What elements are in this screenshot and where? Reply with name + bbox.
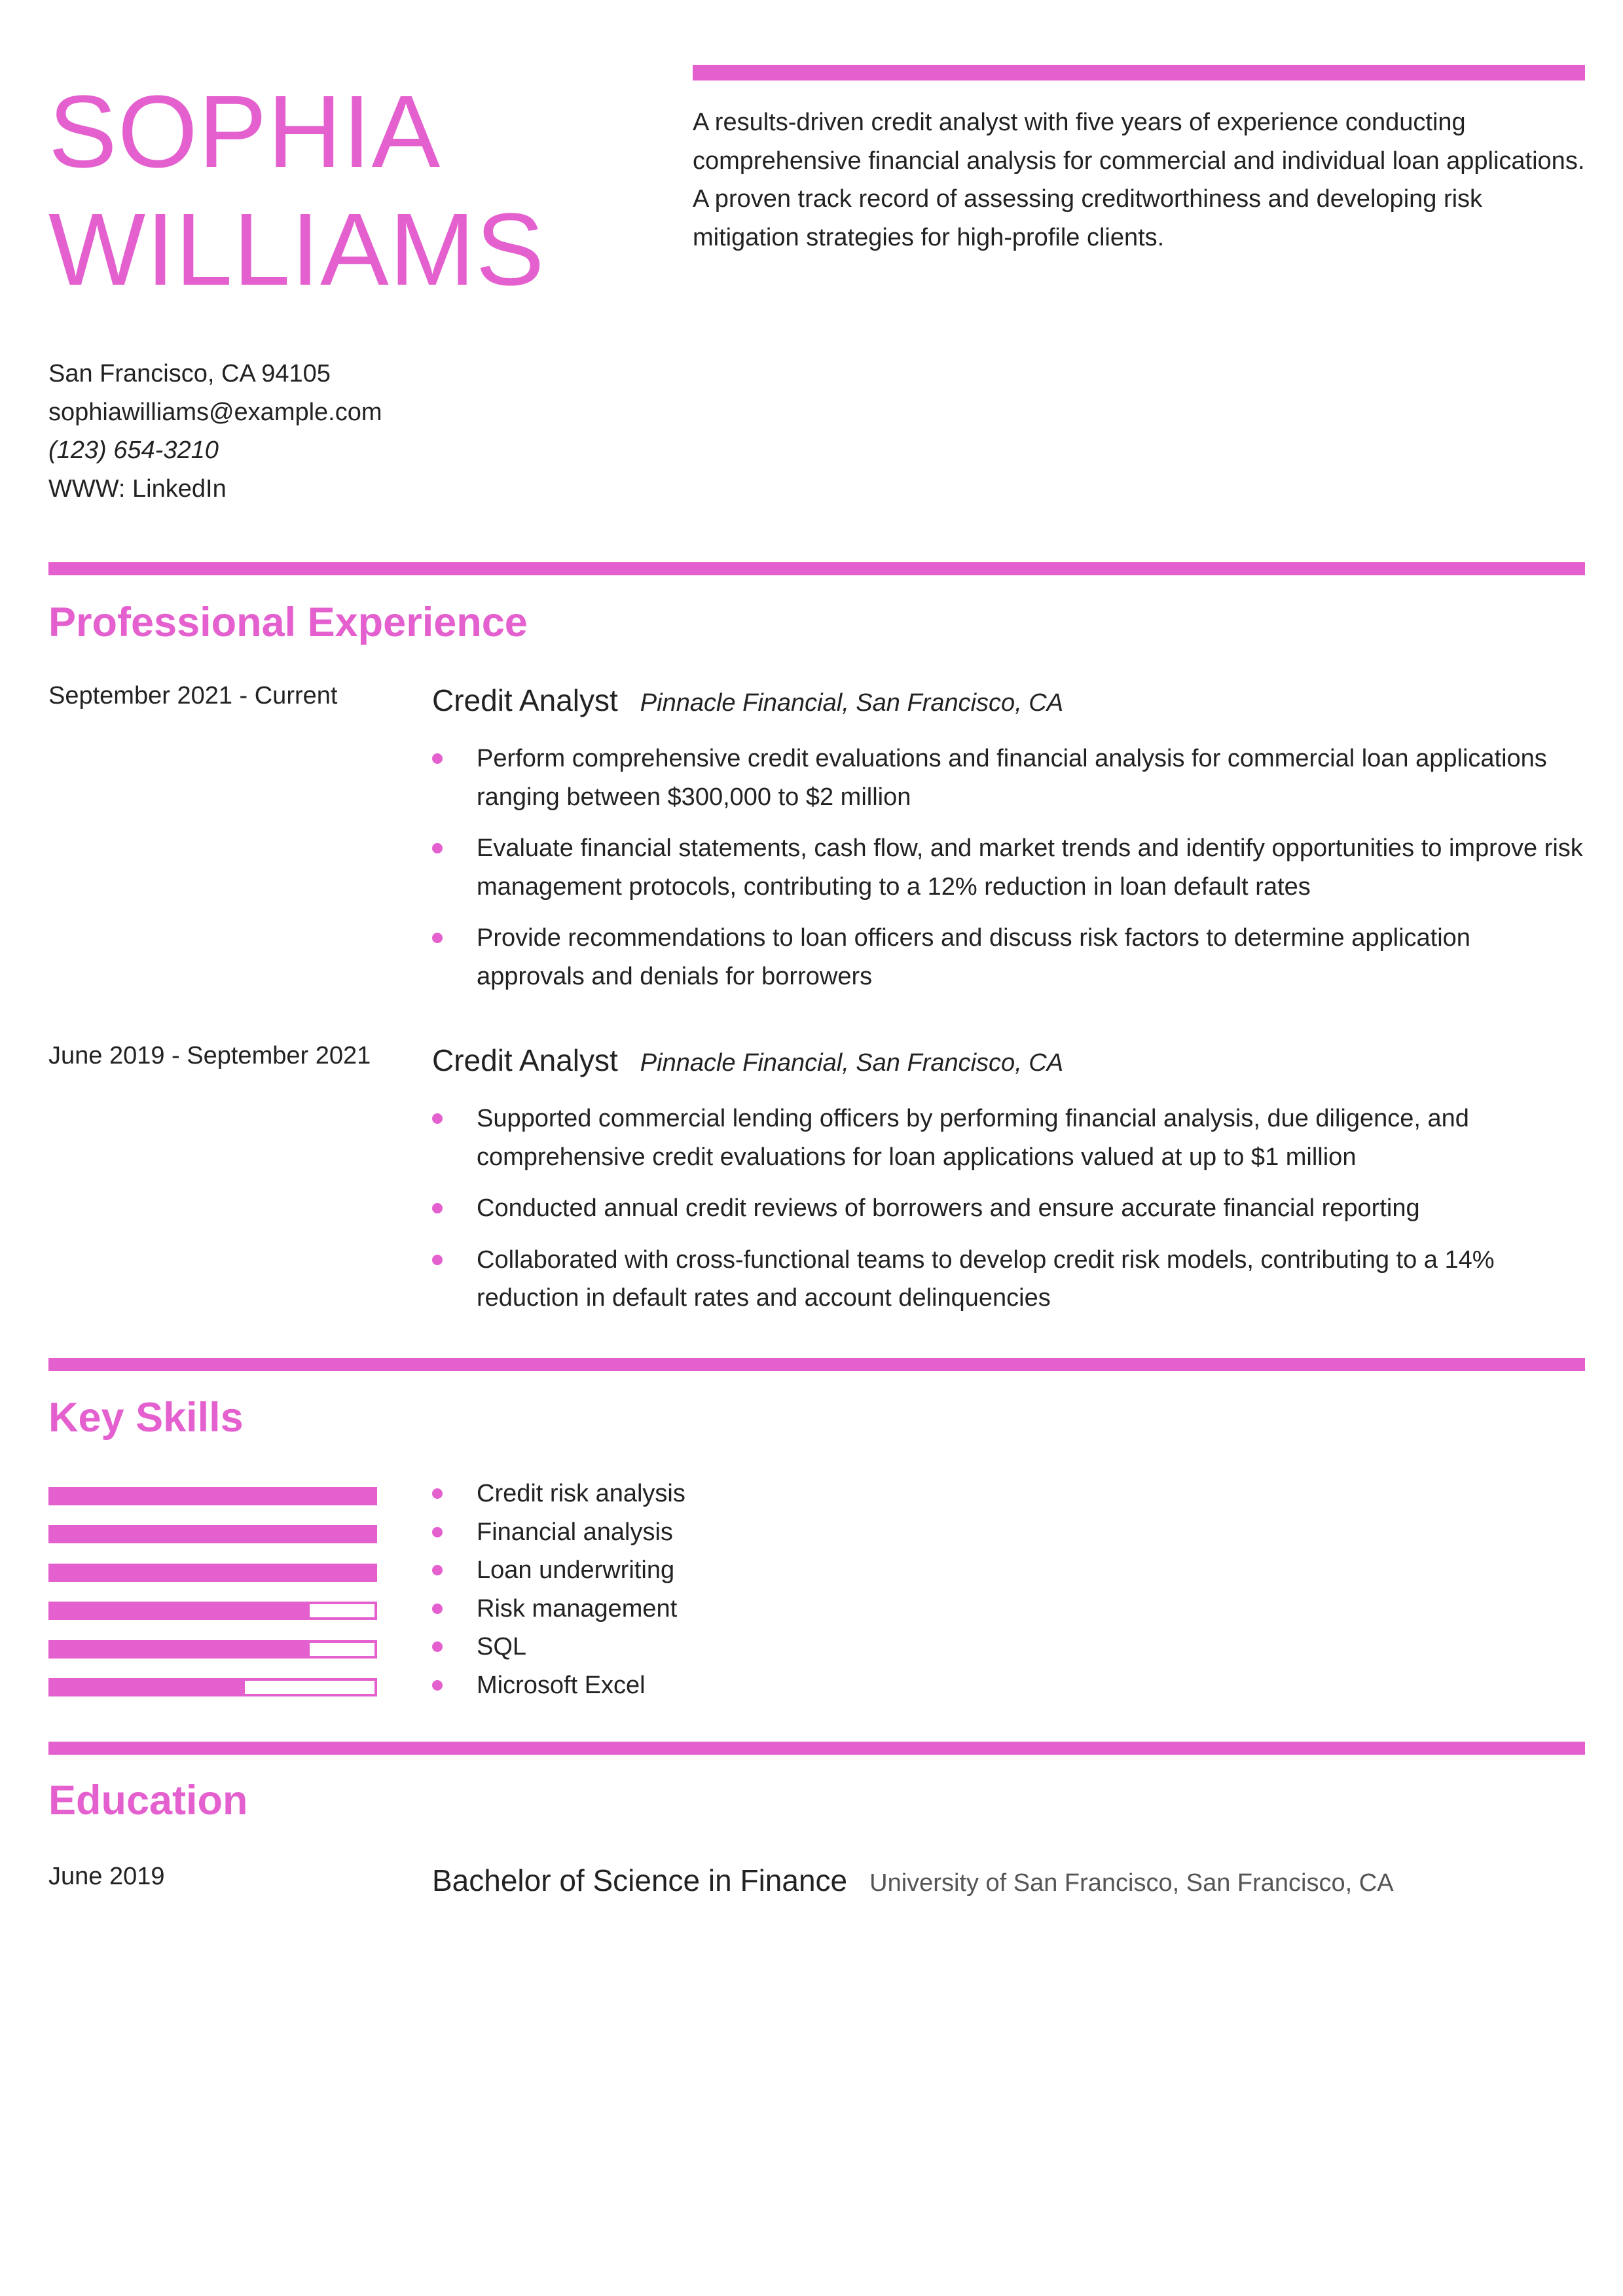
first-name: SOPHIA xyxy=(48,75,441,189)
candidate-name xyxy=(48,73,638,309)
job-1-company: Pinnacle Financial, San Francisco, CA xyxy=(640,689,1064,717)
job-1-dates: September 2021 - Current xyxy=(48,682,338,709)
contact-info xyxy=(48,355,382,508)
list-item: Conducted annual credit reviews of borrowers and ensure accurate financial reporting xyxy=(432,1189,1585,1228)
education-degree: Bachelor of Science in Finance xyxy=(432,1863,848,1897)
job-2-header xyxy=(432,1041,1063,1088)
list-item: Risk management xyxy=(432,1590,685,1628)
bullet-icon xyxy=(432,1680,443,1691)
list-item: Collaborated with cross-functional teams to develop credit risk models, contributing to a 14% reduction in default rates and account delinquencies xyxy=(432,1241,1585,1318)
skill-bar-fill xyxy=(51,1528,374,1541)
skill-bar xyxy=(48,1525,377,1543)
skill-bar-fill xyxy=(51,1604,310,1617)
job-1-title: Credit Analyst xyxy=(432,683,618,717)
bullet-icon xyxy=(432,1113,443,1124)
contact-linkedin[interactable]: WWW: LinkedIn xyxy=(48,475,227,503)
skill-bar xyxy=(48,1487,377,1505)
list-item: Loan underwriting xyxy=(432,1551,685,1590)
summary-accent-bar xyxy=(693,65,1585,81)
bullet-icon xyxy=(432,843,443,853)
bullet-icon xyxy=(432,1527,443,1537)
section-divider-skills xyxy=(48,1358,1585,1371)
bullet-icon xyxy=(432,933,443,943)
section-divider-education xyxy=(48,1742,1585,1755)
contact-phone[interactable]: (123) 654-3210 xyxy=(48,437,219,464)
list-item: Provide recommendations to loan officers and discuss risk factors to determine application approvals and denials for borrowers xyxy=(432,919,1585,996)
skill-bar-fill xyxy=(51,1681,245,1694)
contact-email[interactable]: sophiawilliams@example.com xyxy=(48,398,382,426)
bullet-icon xyxy=(432,1604,443,1614)
job-2-company: Pinnacle Financial, San Francisco, CA xyxy=(640,1049,1064,1077)
skill-bar-fill xyxy=(51,1566,374,1579)
job-2-dates: June 2019 - September 2021 xyxy=(48,1042,371,1069)
skill-bar-fill xyxy=(51,1643,310,1656)
education-school: University of San Francisco, San Francisco, CA xyxy=(869,1869,1394,1897)
skills-list xyxy=(432,1475,685,1704)
job-2-title: Credit Analyst xyxy=(432,1043,618,1077)
skill-bar xyxy=(48,1640,377,1659)
job-1-header xyxy=(432,681,1063,728)
bullet-icon xyxy=(432,1203,443,1213)
skill-bar xyxy=(48,1602,377,1620)
bullet-icon xyxy=(432,1641,443,1652)
list-item: Credit risk analysis xyxy=(432,1475,685,1513)
skill-bar xyxy=(48,1564,377,1582)
bullet-icon xyxy=(432,753,443,764)
list-item: Financial analysis xyxy=(432,1513,685,1552)
professional-summary: A results-driven credit analyst with five years of experience conducting comprehensive financial analysis for commercial and individual loan applications. A proven track record of assessing creditworthiness and developing risk mitigation strategies for high-profile clients. xyxy=(693,109,1585,251)
list-item: Evaluate financial statements, cash flow, and market trends and identify opportunities to improve risk management protocols, contributing to a 12% reduction in loan default rates xyxy=(432,829,1585,906)
education-date: June 2019 xyxy=(48,1863,165,1890)
section-title-education: Education xyxy=(48,1778,248,1823)
contact-address: San Francisco, CA 94105 xyxy=(48,360,331,387)
job-1-bullets xyxy=(432,740,1585,996)
bullet-icon xyxy=(432,1255,443,1265)
skill-bar xyxy=(48,1678,377,1696)
job-2-bullets xyxy=(432,1100,1585,1318)
section-divider-experience xyxy=(48,562,1585,575)
skill-level-bars xyxy=(48,1487,377,1716)
list-item: Supported commercial lending officers by performing financial analysis, due diligence, and comprehensive credit evaluations for loan applications valued at up to $1 million xyxy=(432,1100,1585,1176)
skill-bar-fill xyxy=(51,1490,374,1503)
bullet-icon xyxy=(432,1565,443,1575)
list-item: SQL xyxy=(432,1628,685,1666)
last-name: WILLIAMS xyxy=(48,192,545,307)
section-title-experience: Professional Experience xyxy=(48,600,528,645)
list-item: Microsoft Excel xyxy=(432,1666,685,1705)
education-header xyxy=(432,1861,1394,1908)
list-item: Perform comprehensive credit evaluations and financial analysis for commercial loan applications ranging between $300,000 to $2 million xyxy=(432,740,1585,816)
bullet-icon xyxy=(432,1488,443,1499)
section-title-skills: Key Skills xyxy=(48,1395,244,1441)
